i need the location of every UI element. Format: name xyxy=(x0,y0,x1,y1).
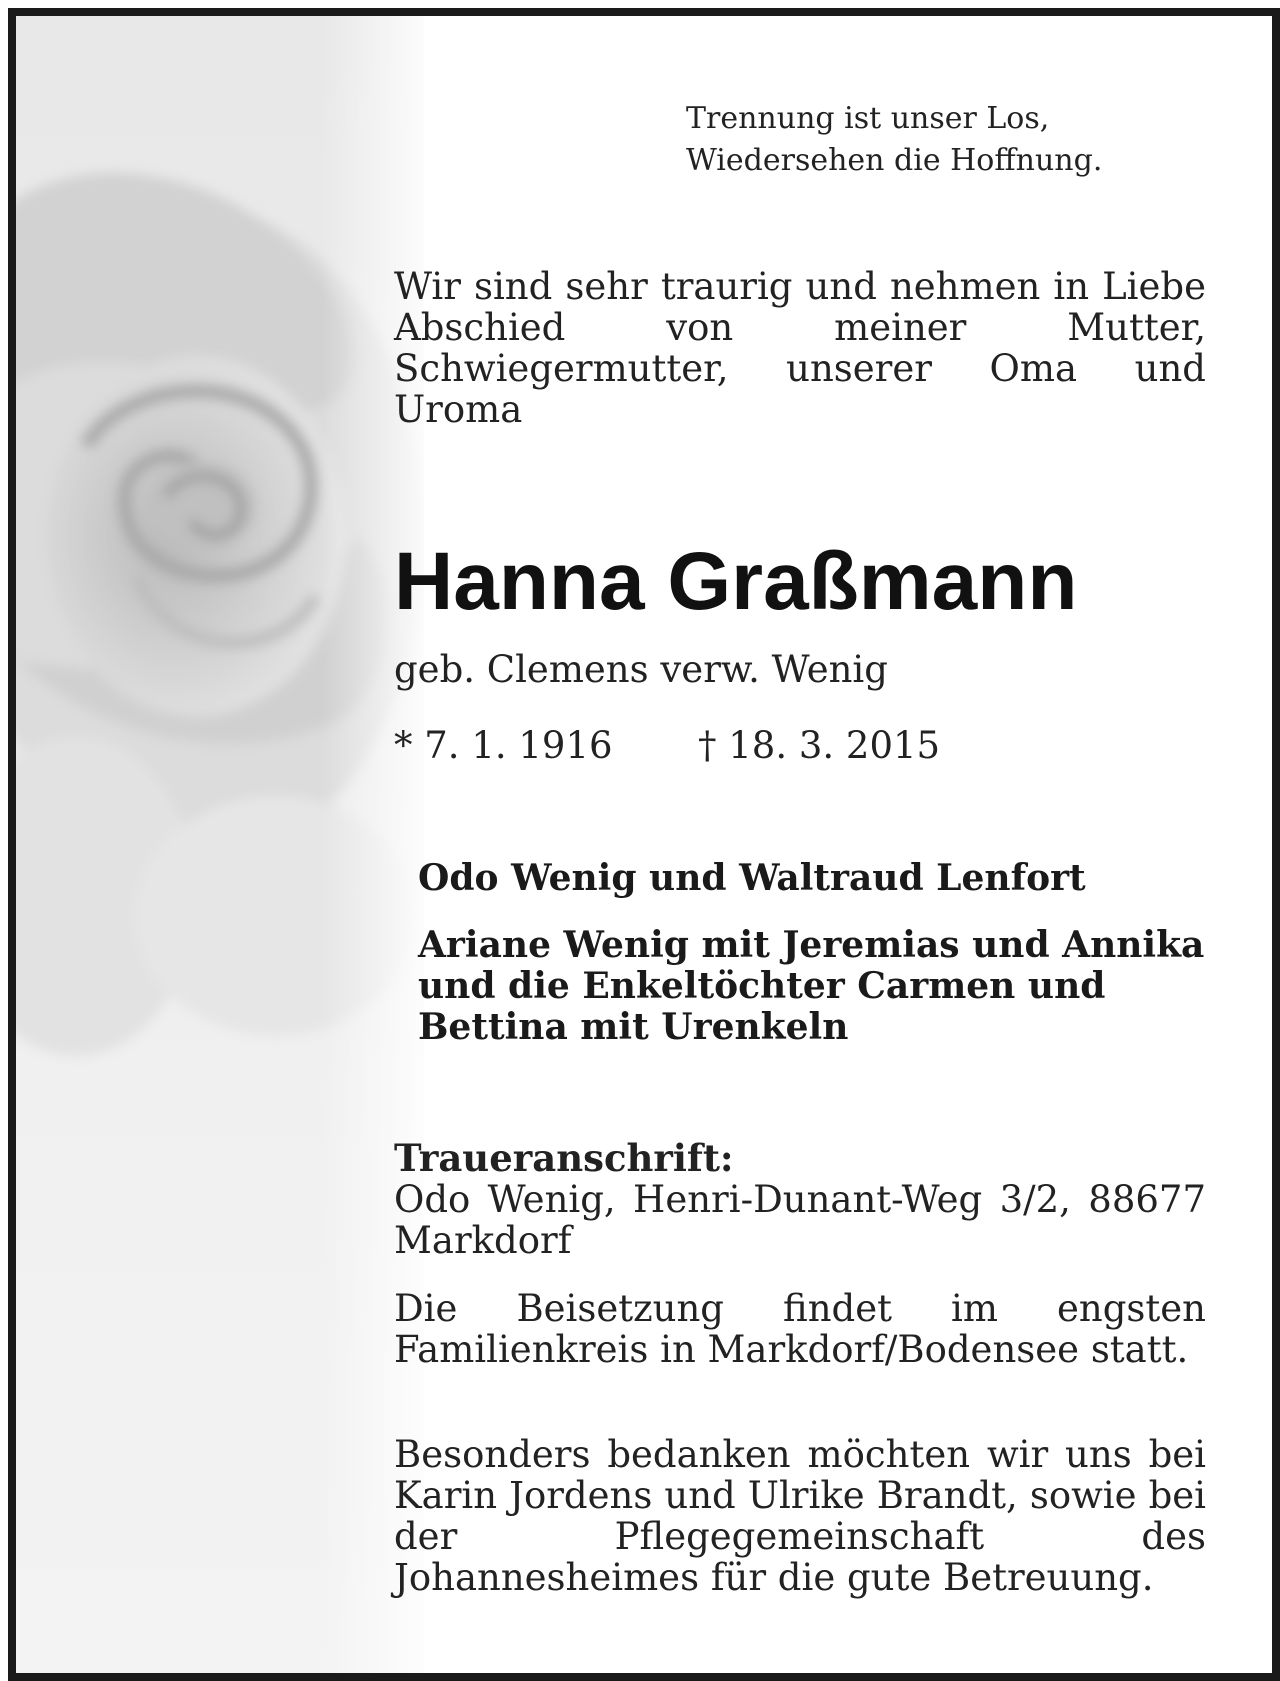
address-text: Odo Wenig, Henri-Dunant-Weg 3/2, 88677 Markdorf xyxy=(394,1178,1206,1262)
burial-notice: Die Beisetzung findet im engsten Familienkreis in Markdorf/Bodensee statt. xyxy=(394,1287,1206,1371)
obituary-content xyxy=(16,16,1272,1673)
address-label: Traueranschrift: xyxy=(394,1136,734,1180)
motto-line: Trennung ist unser Los, xyxy=(686,101,1050,136)
mourner-line: Odo Wenig und Waltraud Lenfort xyxy=(418,857,1086,899)
motto-quote xyxy=(686,98,1102,182)
motto-line: Wiedersehen die Hoffnung. xyxy=(686,143,1103,178)
intro-text: Wir sind sehr traurig und nehmen in Liebe Abschied von meiner Mutter, Schwiegermutter, unserer Oma und Uroma xyxy=(394,265,1206,431)
mourners-list xyxy=(418,858,1208,1048)
mourner-line: Ariane Wenig mit Jeremias und Annika und die Enkeltöchter Carmen und Bettina mit Urenkeln xyxy=(418,924,1205,1048)
maiden-name: geb. Clemens verw. Wenig xyxy=(394,648,888,691)
mourning-address xyxy=(394,1138,1206,1261)
obituary-frame xyxy=(8,8,1280,1681)
death-date: † 18. 3. 2015 xyxy=(698,724,941,767)
birth-date: * 7. 1. 1916 xyxy=(394,724,613,767)
life-dates xyxy=(394,724,941,768)
thanks-text: Besonders bedanken möchten wir uns bei Karin Jordens und Ulrike Brandt, sowie bei der Pflegegemeinschaft des Johannesheimes für die gute Betreuung. xyxy=(394,1433,1206,1599)
deceased-name: Hanna Graßmann xyxy=(394,536,1078,627)
